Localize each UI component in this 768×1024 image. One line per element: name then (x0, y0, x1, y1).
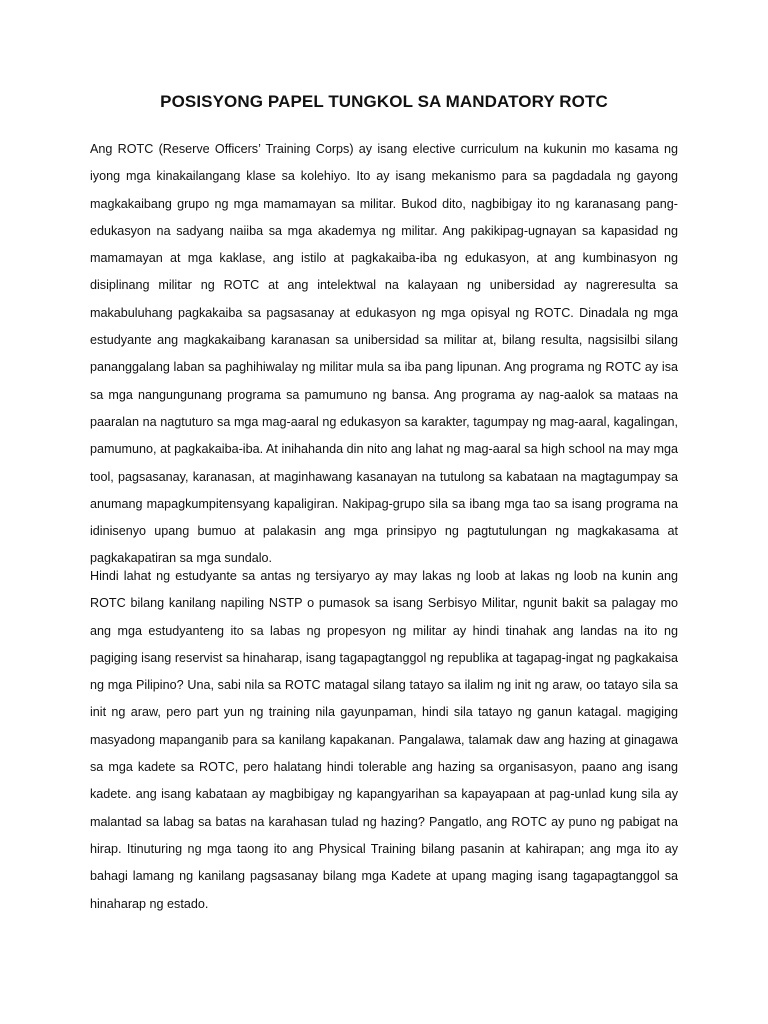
paragraph-2: Hindi lahat ng estudyante sa antas ng tersiyaryo ay may lakas ng loob at lakas ng loob na kunin ang ROTC bilang kanilang napiling NSTP o pumasok sa isang Serbisyo Militar, ngunit bakit sa palagay mo ang mga estudyanteng ito sa labas ng propesyon ng militar ay hindi tinahak ang landas na ito ng pagiging isang reservist sa hinaharap, isang tagapagtanggol ng republika at tagapag-ingat ng pagkakaisa ng mga Pilipino? Una, sabi nila sa ROTC matagal silang tatayo sa ilalim ng init ng araw, oo tatayo sila sa init ng araw, pero part yun ng training nila gayunpaman, hindi sila tatayo ng ganun katagal. magiging masyadong mapanganib para sa kanilang kapakanan. Pangalawa, talamak daw ang hazing at ginagawa sa mga kadete sa ROTC, pero halatang hindi tolerable ang hazing sa organisasyon, paano ang isang kadete. ang isang kabataan ay magbibigay ng kapangyarihan sa kapayapaan at pag-unlad kung sila ay malantad sa labag sa batas na karahasan tulad ng hazing? Pangatlo, ang ROTC ay puno ng pabigat na hirap. Itinuturing ng mga taong ito ang Physical Training bilang pasanin at kahirapan; ang mga ito ay bahagi lamang ng kanilang pagsasanay bilang mga Kadete at upang maging isang tagapagtanggol sa hinaharap ng estado. (90, 569, 678, 911)
paragraph-1: Ang ROTC (Reserve Officers’ Training Corps) ay isang elective curriculum na kukunin mo kasama ng iyong mga kinakailangang klase sa kolehiyo. Ito ay isang mekanismo para sa pagdadala ng gayong magkakaibang grupo ng mga mamamayan sa militar. Bukod dito, nagbibigay ito ng karanasang pang-edukasyon na sadyang naiiba sa mga akademya ng militar. Ang pakikipag-ugnayan sa kapasidad ng mamamayan at mga kaklase, ang istilo at pagkakaiba-iba ng edukasyon, at ang kumbinasyon ng disiplinang militar ng ROTC at ang intelektwal na kalayaan ng unibersidad ay nagreresulta sa makabuluhang pagkakaiba sa pagsasanay at edukasyon ng mga opisyal ng ROTC. Dinadala ng mga estudyante ang magkakaibang karanasan sa unibersidad sa militar at, bilang resulta, nagsisilbi silang pananggalang laban sa paghihiwalay ng militar mula sa iba pang lipunan. Ang programa ng ROTC ay isa sa mga nangungunang programa sa pamumuno ng bansa. Ang programa ay nag-aalok sa mataas na paaralan na nagtuturo sa mga mag-aaral ng edukasyon sa karakter, tagumpay ng mag-aaral, kagalingan, pamumuno, at pagkakaiba-iba. At inihahanda din nito ang lahat ng mag-aaral sa high school na may mga tool, pagsasanay, karanasan, at maginhawang kasanayan na tutulong sa kabataan na magtagumpay sa anumang mapagkumpitensyang kapaligiran. Nakipag-grupo sila sa ibang mga tao sa isang programa na idinisenyo upang bumuo at palakasin ang mga prinsipyo ng pagtutulungan ng magkakasama at pagkakapatiran sa mga sundalo. (90, 142, 678, 566)
document-title: POSISYONG PAPEL TUNGKOL SA MANDATORY ROTC (160, 92, 608, 111)
